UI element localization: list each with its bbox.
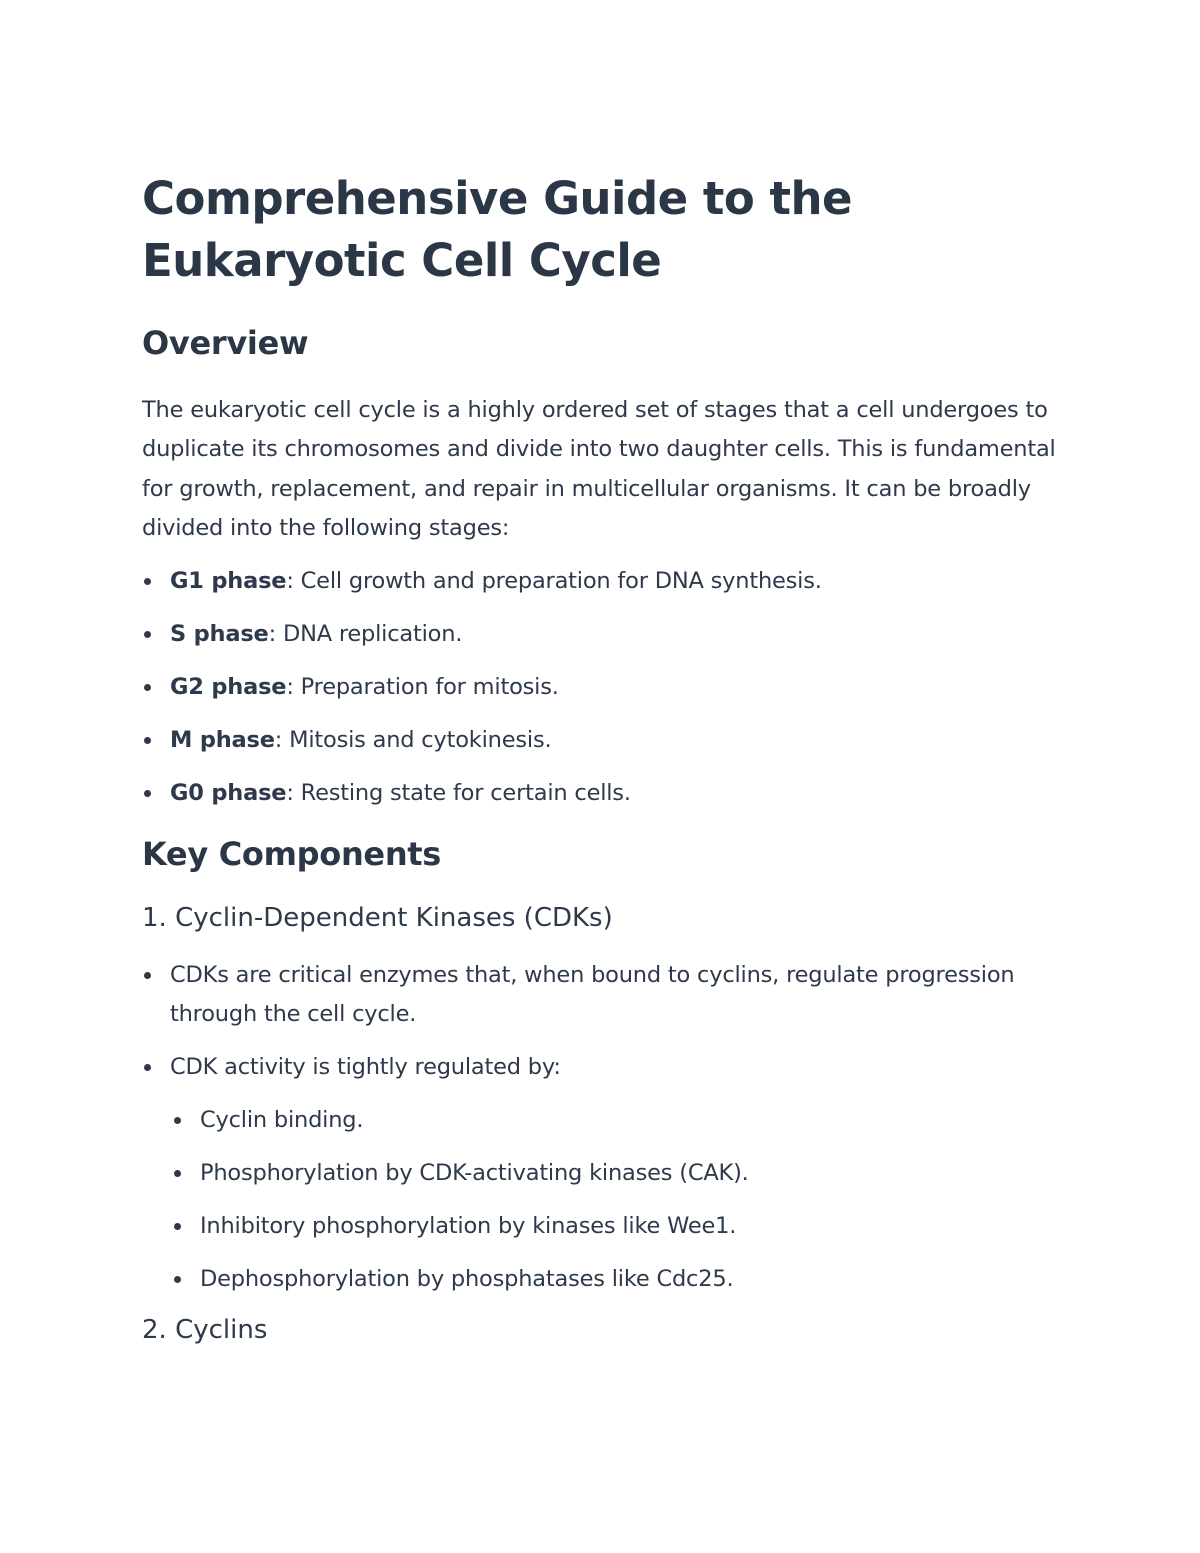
list-item bbox=[172, 1207, 1062, 1246]
list-item bbox=[142, 1048, 1062, 1087]
stage-description: : Cell growth and preparation for DNA synthesis. bbox=[286, 568, 822, 595]
list-item bbox=[142, 774, 1062, 813]
document-page bbox=[142, 160, 1062, 1347]
bullet-icon bbox=[144, 578, 151, 585]
bullet-icon bbox=[174, 1170, 181, 1177]
list-item bbox=[142, 562, 1062, 601]
bullet-icon bbox=[144, 684, 151, 691]
stage-label: G1 phase bbox=[170, 568, 287, 595]
overview-heading: Overview bbox=[142, 324, 309, 362]
stage-label: G2 phase bbox=[170, 674, 287, 701]
bullet-icon bbox=[174, 1117, 181, 1124]
list-item bbox=[172, 1260, 1062, 1299]
page-title: Comprehensive Guide to the Eukaryotic Cell Cycle bbox=[142, 172, 853, 287]
stage-label: S phase bbox=[170, 621, 269, 648]
stages-list bbox=[142, 562, 1062, 813]
bullet-icon bbox=[144, 1064, 151, 1071]
bullet-icon bbox=[144, 631, 151, 638]
stage-description: : Preparation for mitosis. bbox=[286, 674, 559, 701]
bullet-icon bbox=[144, 790, 151, 797]
cdk-list bbox=[142, 956, 1062, 1087]
list-item bbox=[142, 615, 1062, 654]
cdk-item-text: CDKs are critical enzymes that, when bound to cyclins, regulate progression through the cell cycle. bbox=[170, 962, 1015, 1028]
cdk-heading: 1. Cyclin-Dependent Kinases (CDKs) bbox=[142, 903, 613, 934]
stage-description: : DNA replication. bbox=[268, 621, 463, 648]
list-item bbox=[142, 956, 1062, 1034]
cdk-regulation-sublist bbox=[172, 1101, 1062, 1299]
sub-item-text: Inhibitory phosphorylation by kinases like Wee1. bbox=[200, 1213, 737, 1240]
list-item bbox=[142, 721, 1062, 760]
list-item bbox=[172, 1101, 1062, 1140]
cyclins-heading: 2. Cyclins bbox=[142, 1315, 268, 1346]
sub-item-text: Dephosphorylation by phosphatases like Cdc25. bbox=[200, 1266, 734, 1293]
cdk-sublist-wrapper bbox=[142, 1101, 1062, 1299]
list-item bbox=[142, 668, 1062, 707]
list-item bbox=[172, 1154, 1062, 1193]
bullet-icon bbox=[174, 1223, 181, 1230]
stage-label: M phase bbox=[170, 727, 275, 754]
sub-item-text: Cyclin binding. bbox=[200, 1107, 364, 1134]
overview-paragraph: The eukaryotic cell cycle is a highly ordered set of stages that a cell undergoes to duplicate its chromosomes and divide into two daughter cells. This is fundamental for growth, replacement, and repair in multicellular organisms. It can be broadly divided into the following stages: bbox=[142, 397, 1056, 541]
stage-description: : Resting state for certain cells. bbox=[286, 780, 631, 807]
stage-description: : Mitosis and cytokinesis. bbox=[274, 727, 552, 754]
cdk-item-text: CDK activity is tightly regulated by: bbox=[170, 1054, 561, 1081]
bullet-icon bbox=[174, 1276, 181, 1283]
stage-label: G0 phase bbox=[170, 780, 287, 807]
bullet-icon bbox=[144, 972, 151, 979]
key-components-heading: Key Components bbox=[142, 835, 442, 874]
bullet-icon bbox=[144, 737, 151, 744]
sub-item-text: Phosphorylation by CDK-activating kinases (CAK). bbox=[200, 1160, 749, 1187]
